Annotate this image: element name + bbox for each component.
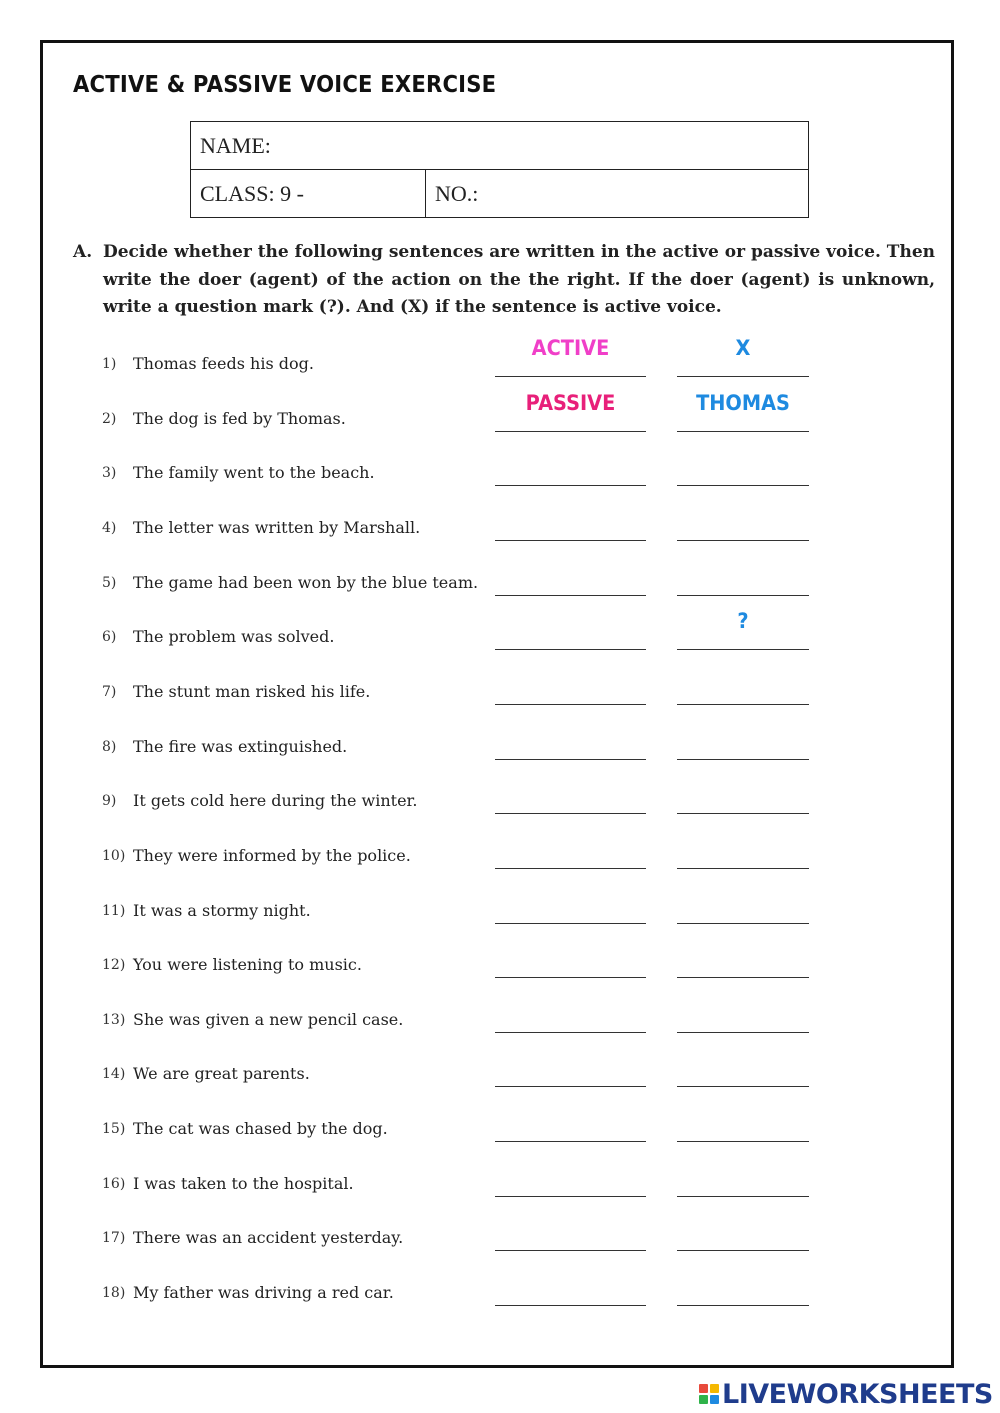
- exercise-item: [0, 785, 1000, 815]
- voice-answer-blank[interactable]: [495, 485, 646, 486]
- exercise-item: [0, 609, 1000, 651]
- voice-answer-blank[interactable]: [495, 376, 646, 377]
- exercise-item: [0, 1004, 1000, 1034]
- watermark-text: LIVEWORKSHEETS: [722, 1378, 993, 1410]
- agent-answer-blank[interactable]: [677, 704, 809, 705]
- agent-answer-blank[interactable]: [677, 1250, 809, 1251]
- item-sentence: The fire was extinguished.: [133, 736, 348, 756]
- agent-answer-blank[interactable]: [677, 1305, 809, 1306]
- item-number: 18): [102, 1285, 126, 1302]
- item-sentence: You were listening to music.: [133, 955, 362, 975]
- item-sentence: The cat was chased by the dog.: [133, 1119, 388, 1139]
- item-number: 1): [102, 356, 117, 372]
- exercise-item: [0, 840, 1000, 870]
- voice-answer-blank[interactable]: [495, 431, 646, 432]
- item-number: 13): [102, 1011, 126, 1028]
- exercise-item: [0, 731, 1000, 761]
- class-field[interactable]: CLASS: 9 -: [191, 170, 426, 218]
- item-sentence: The problem was solved.: [133, 627, 335, 647]
- logo-square: [710, 1395, 719, 1404]
- voice-answer-blank[interactable]: [495, 1141, 646, 1142]
- liveworksheets-watermark: [699, 1379, 993, 1409]
- item-sentence: The dog is fed by Thomas.: [133, 408, 346, 428]
- liveworksheets-logo-icon: [699, 1384, 719, 1404]
- logo-square: [699, 1384, 708, 1393]
- exercise-item: [0, 1222, 1000, 1252]
- voice-answer-blank[interactable]: [495, 704, 646, 705]
- agent-answer[interactable]: THOMAS: [696, 390, 790, 415]
- exercise-item: [0, 390, 1000, 433]
- item-number: 16): [102, 1175, 126, 1192]
- item-sentence: I was taken to the hospital.: [133, 1173, 354, 1193]
- agent-answer-blank[interactable]: [677, 595, 809, 596]
- item-number: 15): [102, 1121, 126, 1138]
- agent-answer-blank[interactable]: [677, 977, 809, 978]
- voice-answer-blank[interactable]: [495, 1032, 646, 1033]
- item-sentence: My father was driving a red car.: [133, 1283, 394, 1303]
- agent-answer-blank[interactable]: [677, 813, 809, 814]
- item-number: 9): [102, 793, 117, 810]
- exercise-item: [0, 895, 1000, 925]
- agent-answer-blank[interactable]: [677, 485, 809, 486]
- voice-answer-blank[interactable]: [495, 868, 646, 869]
- exercise-item: [0, 512, 1000, 542]
- agent-answer-blank[interactable]: [677, 1086, 809, 1087]
- agent-answer-blank[interactable]: [677, 1196, 809, 1197]
- exercise-item: [0, 1277, 1000, 1307]
- voice-answer-blank[interactable]: [495, 1086, 646, 1087]
- item-number: 7): [102, 683, 117, 700]
- item-number: 8): [102, 738, 117, 755]
- voice-answer-blank[interactable]: [495, 813, 646, 814]
- exercise-item: [0, 1113, 1000, 1143]
- voice-answer-blank[interactable]: [495, 923, 646, 924]
- name-field[interactable]: NAME:: [191, 122, 809, 170]
- agent-answer-blank[interactable]: [677, 431, 809, 432]
- agent-answer-blank[interactable]: [677, 1032, 809, 1033]
- exercise-item: [0, 457, 1000, 487]
- exercise-item: [0, 336, 1000, 378]
- agent-answer[interactable]: ?: [737, 609, 749, 634]
- item-number: 17): [102, 1230, 126, 1247]
- agent-answer-blank[interactable]: [677, 868, 809, 869]
- number-field[interactable]: NO.:: [426, 170, 809, 218]
- instruction-text: Decide whether the following sentences are written in the active or passive voice. Then write the doer (agent) of the action on the the right. If the doer (agent) is unknown, write a question mark (?). And (X) if the sentence is active voice.: [103, 242, 935, 317]
- item-number: 3): [102, 465, 117, 482]
- exercise-item: [0, 1168, 1000, 1198]
- item-sentence: It gets cold here during the winter.: [133, 791, 418, 811]
- voice-answer-blank[interactable]: [495, 1250, 646, 1251]
- agent-answer-blank[interactable]: [677, 759, 809, 760]
- agent-answer-blank[interactable]: [677, 376, 809, 377]
- voice-answer-blank[interactable]: [495, 595, 646, 596]
- worksheet-title: ACTIVE & PASSIVE VOICE EXERCISE: [73, 72, 497, 98]
- item-number: 11): [102, 902, 126, 919]
- voice-answer-blank[interactable]: [495, 540, 646, 541]
- logo-square: [699, 1395, 708, 1404]
- student-info-table: [190, 121, 809, 218]
- item-number: 4): [102, 519, 117, 536]
- voice-answer[interactable]: PASSIVE: [525, 390, 616, 415]
- item-sentence: They were informed by the police.: [133, 845, 411, 865]
- voice-answer-blank[interactable]: [495, 1305, 646, 1306]
- agent-answer-blank[interactable]: [677, 923, 809, 924]
- item-sentence: The game had been won by the blue team.: [133, 572, 479, 592]
- voice-answer-blank[interactable]: [495, 759, 646, 760]
- voice-answer-blank[interactable]: [495, 1196, 646, 1197]
- agent-answer[interactable]: X: [735, 336, 751, 360]
- voice-answer[interactable]: ACTIVE: [531, 336, 610, 360]
- item-sentence: It was a stormy night.: [133, 900, 311, 920]
- agent-answer-blank[interactable]: [677, 540, 809, 541]
- item-number: 10): [102, 847, 126, 864]
- item-number: 14): [102, 1066, 126, 1083]
- agent-answer-blank[interactable]: [677, 649, 809, 650]
- item-sentence: The stunt man risked his life.: [133, 681, 371, 701]
- section-letter: A.: [73, 242, 93, 262]
- exercise-item: [0, 676, 1000, 706]
- voice-answer-blank[interactable]: [495, 649, 646, 650]
- exercise-item: [0, 1058, 1000, 1088]
- item-sentence: Thomas feeds his dog.: [133, 354, 314, 373]
- item-sentence: We are great parents.: [133, 1064, 310, 1084]
- item-sentence: She was given a new pencil case.: [133, 1009, 404, 1029]
- item-number: 6): [102, 629, 117, 646]
- instructions: [73, 239, 935, 322]
- item-sentence: There was an accident yesterday.: [133, 1228, 404, 1248]
- item-number: 5): [102, 574, 117, 591]
- voice-answer-blank[interactable]: [495, 977, 646, 978]
- item-sentence: The letter was written by Marshall.: [133, 517, 421, 537]
- item-sentence: The family went to the beach.: [133, 463, 375, 483]
- exercise-item: [0, 949, 1000, 979]
- item-number: 2): [102, 410, 117, 427]
- exercise-item: [0, 567, 1000, 597]
- logo-square: [710, 1384, 719, 1393]
- item-number: 12): [102, 957, 126, 974]
- agent-answer-blank[interactable]: [677, 1141, 809, 1142]
